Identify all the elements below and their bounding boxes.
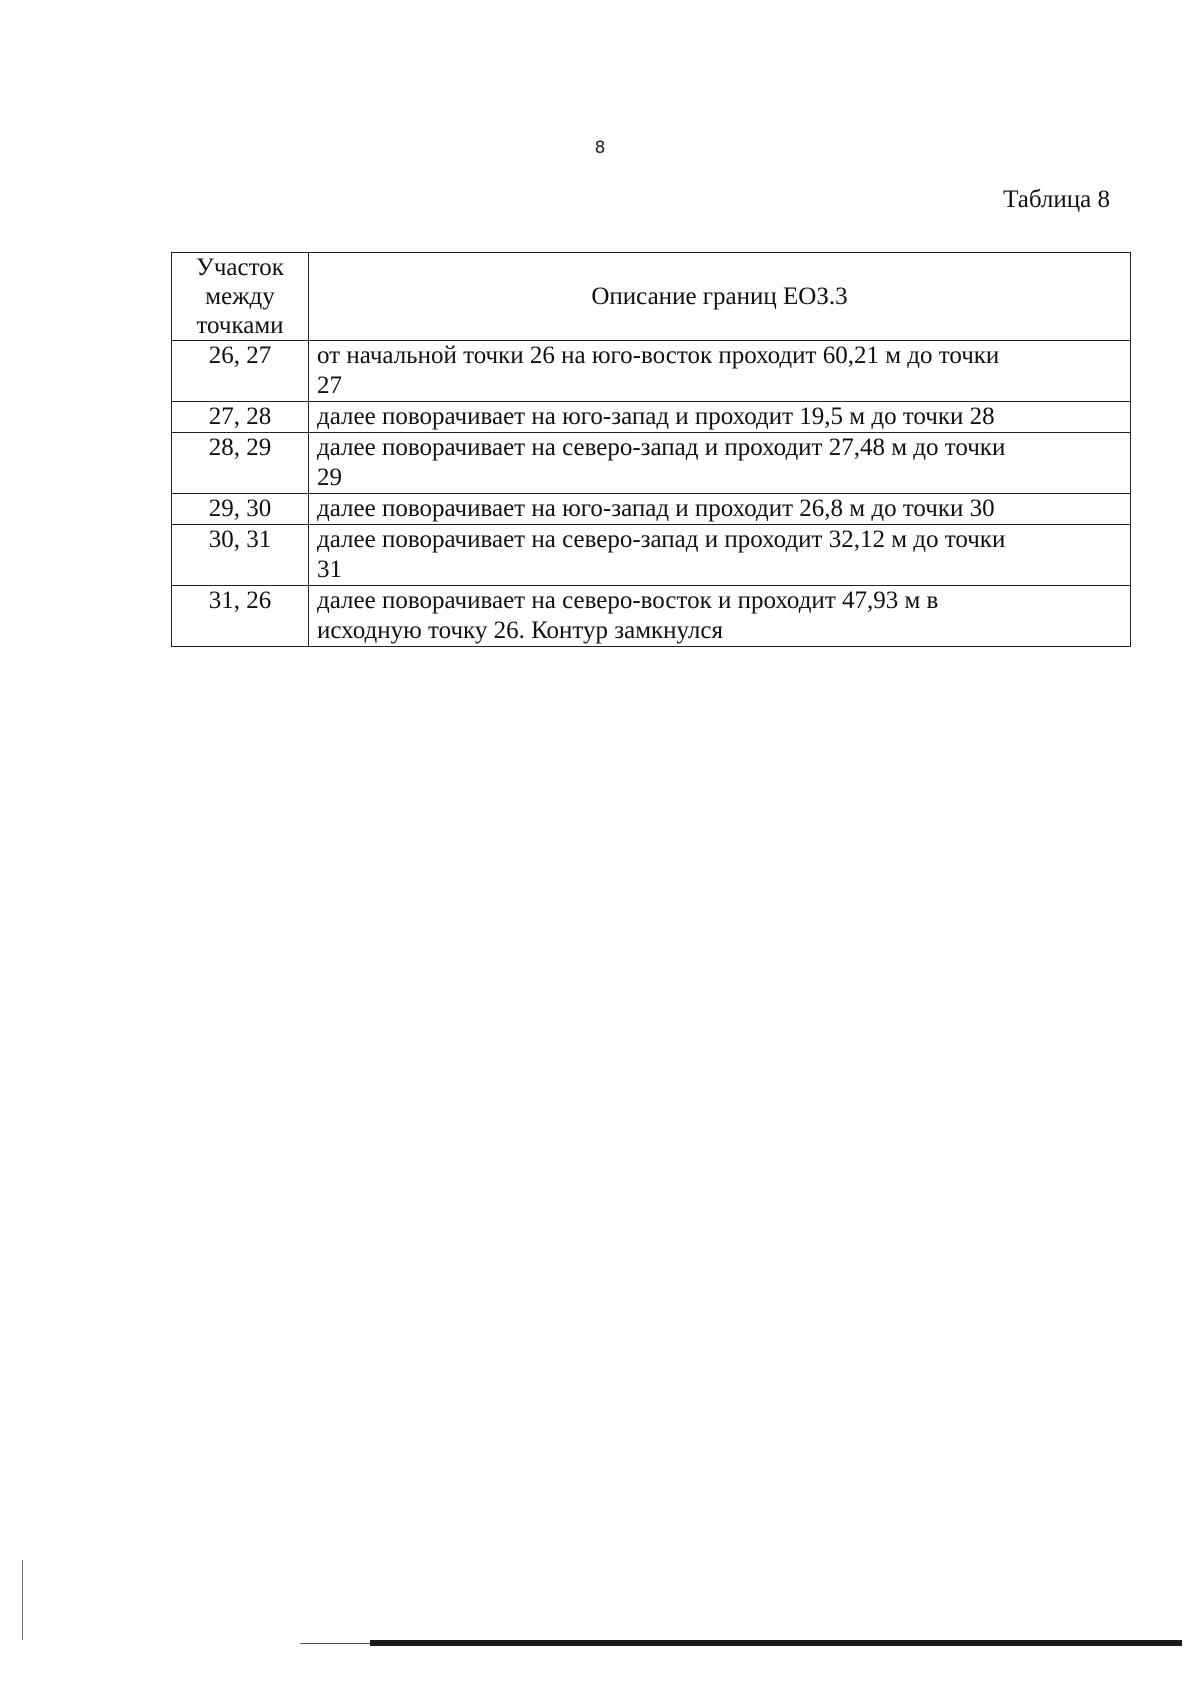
table-row [172,433,1131,494]
row-description: далее поворачивает на юго-запад и проходит 26,8 м до точки 30 [309,494,1131,525]
table-header-row [172,253,1131,341]
row-description: далее поворачивает на юго-запад и проходит 19,5 м до точки 28 [309,402,1131,433]
row-segment: 27, 28 [172,402,309,433]
table-row [172,494,1131,525]
table-caption: Таблица 8 [1003,186,1110,213]
row-description: от начальной точки 26 на юго-восток проходит 60,21 м до точки 27 [309,341,1131,402]
table-row [172,402,1131,433]
row-segment: 26, 27 [172,341,309,402]
row-description: далее поворачивает на северо-запад и проходит 32,12 м до точки 31 [309,525,1131,586]
header-description: Описание границ ЕОЗ.3 [309,253,1131,341]
header-segment-line1: Участок [196,254,284,281]
row-segment: 28, 29 [172,433,309,494]
bottom-rule [370,1640,1182,1646]
row-segment: 31, 26 [172,586,309,647]
header-segment-line3: точками [196,312,284,339]
row-segment: 29, 30 [172,494,309,525]
header-segment-line2: между [205,283,275,310]
row-segment: 30, 31 [172,525,309,586]
scan-margin-mark [22,1560,23,1640]
boundary-description-table [171,252,1131,647]
table-row [172,586,1131,647]
table-row [172,525,1131,586]
page-number: 8 [594,138,606,158]
header-segment [172,253,309,341]
row-description: далее поворачивает на северо-восток и проходит 47,93 м в исходную точку 26. Контур замкнулся [309,586,1131,647]
table-row [172,341,1131,402]
bottom-rule-thin [300,1643,370,1644]
row-description: далее поворачивает на северо-запад и проходит 27,48 м до точки 29 [309,433,1131,494]
